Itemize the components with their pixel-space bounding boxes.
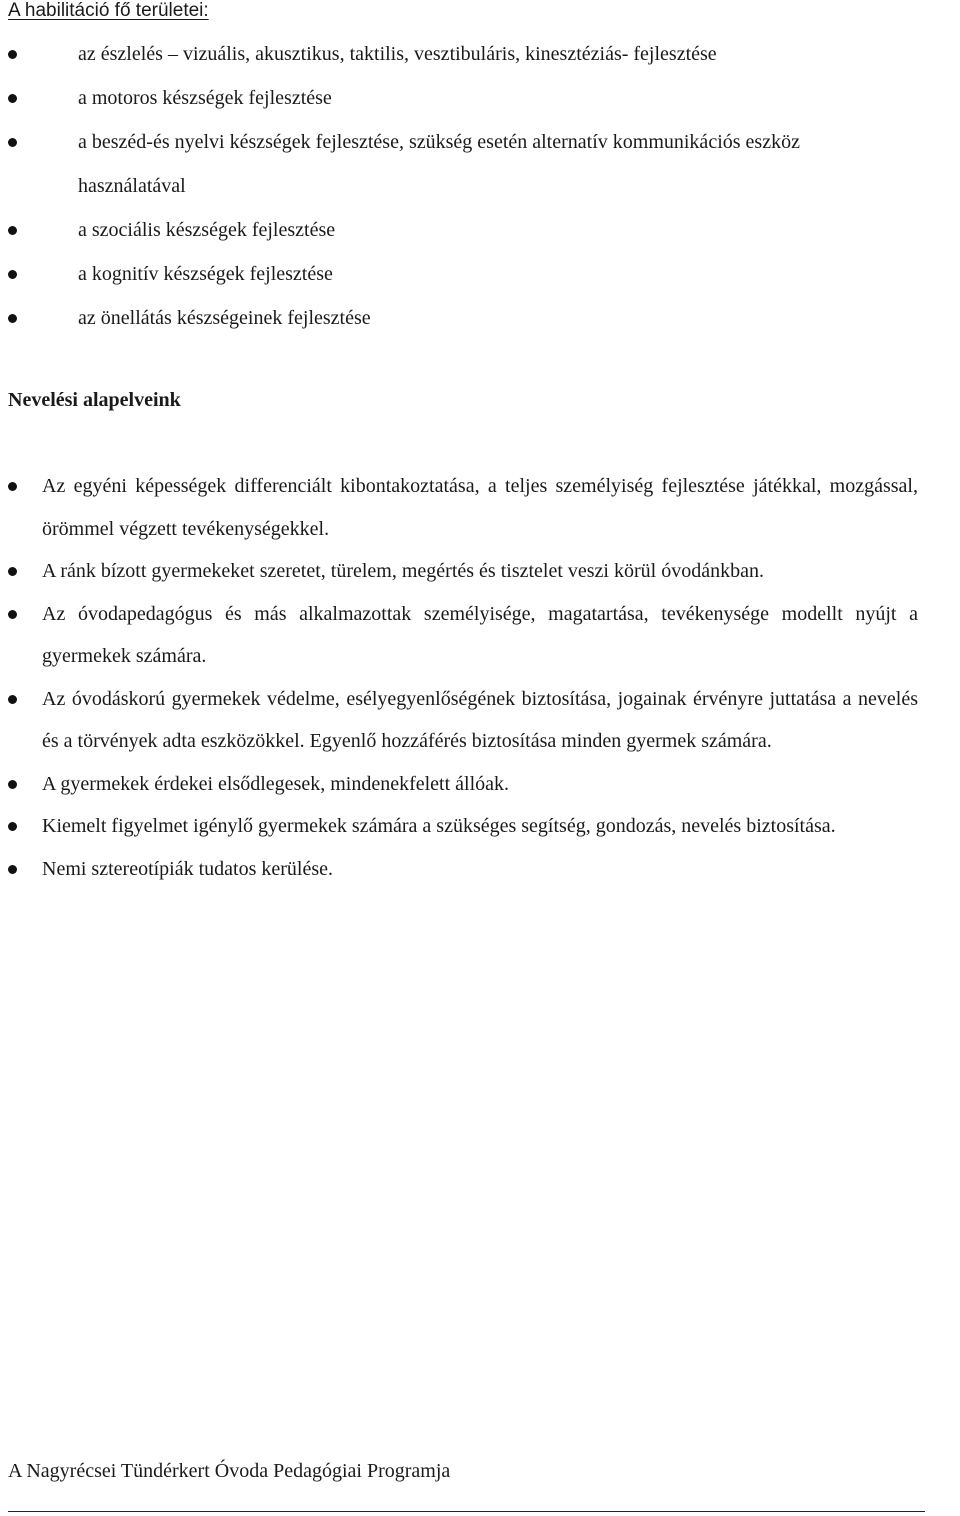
- habilitation-list: [0, 32, 960, 340]
- list-item-text: Az óvodapedagógus és más alkalmazottak személyisége, magatartása, tevékenysége modellt nyújt a gyermekek számára.: [42, 602, 918, 667]
- list-item: [0, 593, 918, 678]
- list-item-text: a motoros készségek fejlesztése: [78, 87, 332, 109]
- footer-text: A Nagyrécsei Tündérkert Óvoda Pedagógiai Programja: [8, 1460, 451, 1482]
- list-item-text: a beszéd-és nyelvi készségek fejlesztése, szükség esetén alternatív kommunikációs eszköz használatával: [78, 131, 800, 197]
- habilitation-heading: A habilitáció fő területei:: [8, 0, 209, 21]
- list-item-text: A ránk bízott gyermekeket szeretet, türelem, megértés és tisztelet veszi körül óvodánkban.: [42, 560, 764, 582]
- list-item: [0, 208, 960, 252]
- list-item: [0, 805, 918, 848]
- list-item-text: Az óvodáskorú gyermekek védelme, esélyegyenlőségének biztosítása, jogainak érvényre juttatása a nevelés és a törvények adta eszközökkel. Egyenlő hozzáférés biztosítása minden gyermek számára.: [42, 687, 918, 752]
- bullet-icon: [8, 610, 17, 619]
- list-item-text: az észlelés – vizuális, akusztikus, taktilis, vesztibuláris, kinesztéziás- fejlesztése: [78, 43, 717, 65]
- list-item-text: Az egyéni képességek differenciált kibontakoztatása, a teljes személyiség fejlesztése játékkal, mozgással, örömmel végzett tevékenységekkel.: [42, 475, 918, 540]
- list-item-text: Nemi sztereotípiák tudatos kerülése.: [42, 857, 334, 880]
- list-item: [0, 763, 918, 806]
- list-item-text: A gyermekek érdekei elsődlegesek, mindenekfelett állóak.: [42, 772, 510, 795]
- list-item-text: Kiemelt figyelmet igénylő gyermekek számára a szükséges segítség, gondozás, nevelés biztosítása.: [42, 815, 836, 837]
- bullet-icon: [8, 567, 17, 576]
- list-item: [0, 120, 908, 208]
- bullet-icon: [8, 865, 17, 874]
- bullet-icon: [8, 482, 17, 491]
- bullet-icon: [8, 314, 17, 323]
- principles-list: [0, 465, 960, 890]
- list-item: [0, 76, 960, 120]
- list-item: [0, 32, 960, 76]
- list-item-text: az önellátás készségeinek fejlesztése: [78, 307, 371, 329]
- bullet-icon: [8, 695, 17, 704]
- bullet-icon: [8, 270, 17, 279]
- bullet-icon: [8, 50, 17, 59]
- bullet-icon: [8, 94, 17, 103]
- footer-divider: [8, 1511, 925, 1512]
- bullet-icon: [8, 226, 17, 235]
- list-item: [0, 296, 960, 340]
- bullet-icon: [8, 780, 17, 789]
- list-item-text: a szociális készségek fejlesztése: [78, 219, 336, 241]
- list-item: [0, 252, 960, 296]
- list-item-text: a kognitív készségek fejlesztése: [78, 263, 333, 285]
- list-item: [0, 678, 918, 763]
- bullet-icon: [8, 138, 17, 147]
- list-item: [0, 465, 918, 550]
- list-item: [0, 848, 918, 891]
- bullet-icon: [8, 822, 17, 831]
- section-title: Nevelési alapelveink: [8, 389, 181, 411]
- list-item: [0, 550, 918, 593]
